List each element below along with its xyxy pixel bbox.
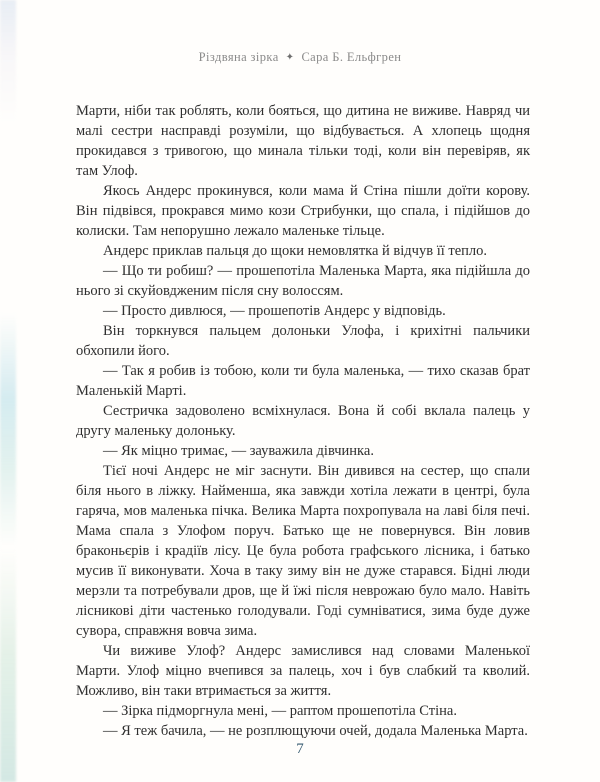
paragraph: Марти, ніби так роблять, коли бояться, що дитина не виживе. Навряд чи малі сестри насправді розуміли, що відбувається. А хлопець щодня прокидався з тривогою, що минала тільки тоді, коли він перевіряв, як там Улоф. [76, 103, 530, 179]
page-text [76, 101, 530, 741]
paragraph-dialogue: — Як міцно тримає, — зауважила дівчинка. [103, 443, 374, 459]
paragraph-dialogue: — Просто дивлюся, — прошепотів Андерс у відповідь. [103, 303, 446, 319]
paragraph: Андерс приклав пальця до щоки немовлятка й відчув її тепло. [103, 243, 488, 259]
paragraph-dialogue: — Я теж бачила, — не розплющуючи очей, додала Маленька Марта. [103, 723, 528, 739]
paragraph: Тієї ночі Андерс не міг заснути. Він дивився на сестер, що спали біля нього в ліжку. Найменша, яка завжди хотіла лежати в центрі, була гаряча, мов маленька пічка. Велика Марта похропувала на лаві біля печі. Мама спала з Улофом поруч. Батько ще не повернувся. Він ловив браконьєрів і крадіїв лісу. Це була робота графського лісника, і батько мусив її виконувати. Хоча в таку зиму він не дуже старався. Бідні люди мерзли та потребували дров, ще й їжі після неврожаю було мало. Навіть лісникові діти частенько голодували. Годі сумніватися, зима буде дуже сувора, справжня вовча зима. [76, 463, 530, 639]
paragraph-dialogue: — Так я робив із тобою, коли ти була маленька, — тихо сказав брат Маленькій Марті. [76, 363, 530, 399]
paragraph-dialogue: — Що ти робиш? — прошепотіла Маленька Марта, яка підійшла до нього зі скуйовдженим після сну волоссям. [76, 263, 530, 299]
book-title: Різдвяна зірка [198, 50, 279, 64]
star-separator-icon: ✦ [285, 52, 295, 63]
paragraph: Сестричка задоволено всміхнулася. Вона й собі вклала палець у другу маленьку долоньку. [76, 403, 530, 439]
running-header [0, 0, 600, 65]
paragraph: Чи виживе Улоф? Андерс замислився над словами Маленької Марти. Улоф міцно вчепився за палець, хоч і був слабкий та кволий. Можливо, він таки втримається за життя. [76, 643, 530, 699]
paragraph: Якось Андерс прокинувся, коли мама й Стіна пішли доїти корову. Він підвівся, прокрався мимо кози Стрибунки, що спала, і підійшов до колиски. Там непорушно лежало маленьке тільце. [76, 183, 530, 239]
paragraph: Він торкнувся пальцем долоньки Улофа, і крихітні пальчики обхопили його. [76, 323, 530, 359]
book-author: Сара Б. Ельфгрен [301, 50, 402, 64]
page-footer [0, 740, 600, 758]
page-number: 7 [296, 741, 304, 757]
paragraph-dialogue: — Зірка підморгнула мені, — раптом прошепотіла Стіна. [103, 703, 457, 719]
watercolor-edge-decoration [0, 0, 16, 782]
